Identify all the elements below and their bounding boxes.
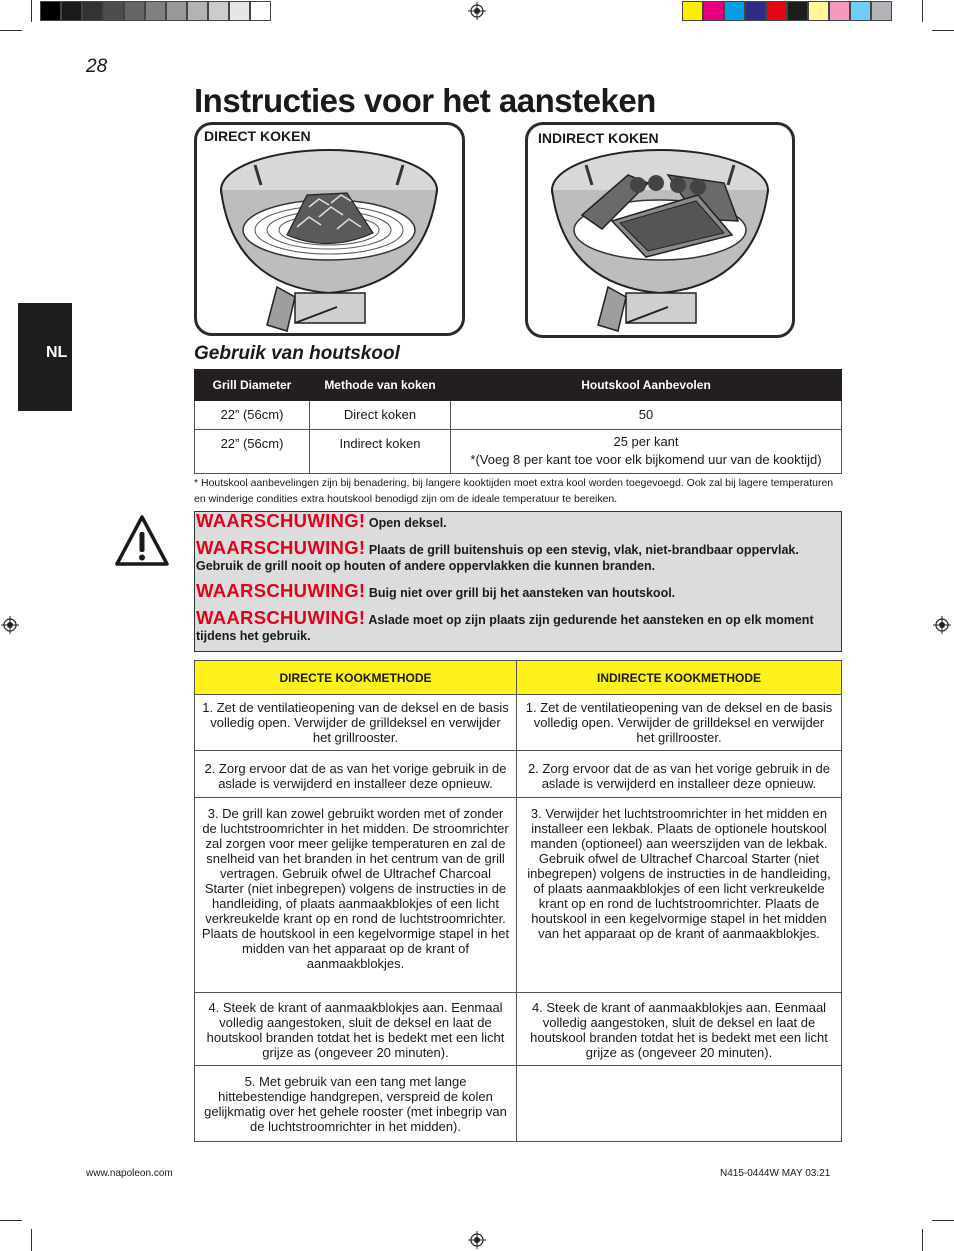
color-swatch	[745, 1, 766, 21]
indirect-cooking-illustration	[525, 122, 795, 338]
table-cell: 22” (56cm)	[195, 430, 310, 474]
crop-mark	[0, 1220, 22, 1221]
crop-mark	[0, 30, 22, 31]
warning-text: Plaats de grill buitenshuis op een stevig, vlak, niet-brandbaar oppervlak. Gebruik de grill nooit op houten of andere oppervlakken die kunnen branden.	[196, 543, 799, 573]
charcoal-footnote: * Houtskool aanbevelingen zijn bij benadering, bij langere kooktijden moet extra kool worden toegevoegd. Ook zal bij lagere temperaturen en winderige condities extra houtskool benodigd zijn om de ideale temperatuur te bereiken.	[194, 477, 834, 505]
table-cell: 50	[451, 401, 842, 430]
table-header-cell: Grill Diameter	[195, 370, 310, 401]
warning-triangle-icon	[114, 513, 170, 569]
table-cell	[451, 430, 842, 474]
crop-mark	[31, 0, 32, 22]
warning-item	[196, 537, 837, 574]
color-swatch	[145, 1, 166, 21]
table-row	[195, 751, 842, 798]
registration-mark-icon	[468, 1231, 486, 1249]
warning-label: WAARSCHUWING!	[196, 510, 366, 531]
panel-label-indirect: INDIRECT KOKEN	[538, 130, 659, 146]
color-swatch	[808, 1, 829, 21]
table-header-row	[195, 370, 842, 401]
crop-mark	[922, 0, 923, 22]
table-cell: 4. Steek de krant of aanmaakblokjes aan. Eenmaal volledig aangestoken, sluit de deksel en laat de houtskool branden totdat het is bedekt met een licht grijze as (ongeveer 20 minuten).	[517, 993, 842, 1066]
page-number: 28	[86, 56, 108, 77]
table-cell: 2. Zorg ervoor dat de as van het vorige gebruik in de aslade is verwijderd en installeer deze opnieuw.	[517, 751, 842, 798]
color-swatch	[250, 1, 271, 21]
grill-direct-icon	[197, 125, 462, 333]
color-swatch	[829, 1, 850, 21]
warning-text: Open deksel.	[368, 516, 447, 530]
color-swatch	[61, 1, 82, 21]
table-row	[195, 993, 842, 1066]
table-cell: 3. De grill kan zowel gebruikt worden met of zonder de luchtstroomrichter in het midden. De stroomrichter zal zorgen voor meer gelijke temperaturen en zal de snelheid van het branden in het centrum van de grill vertragen. Gebruik ofwel de Ultrachef Charcoal Starter (niet inbegrepen) volgens de instructies in de handleiding, of plaats aanmaakblokjes of een licht verkreukelde krant op en rond de luchtstroomrichter. Plaats de houtskool in een kegelvormige stapel in het midden van het apparaat op de krant of aanmaakblokjes.	[195, 798, 517, 993]
color-swatch	[850, 1, 871, 21]
table-cell: 22” (56cm)	[195, 401, 310, 430]
cooking-method-table	[194, 660, 842, 1142]
crop-mark	[932, 1220, 954, 1221]
color-swatch	[766, 1, 787, 21]
warning-box	[194, 511, 842, 652]
table-row	[195, 401, 842, 430]
color-swatch	[682, 1, 703, 21]
registration-mark-icon	[1, 616, 19, 634]
table-cell: Direct koken	[310, 401, 451, 430]
table-header-cell: Houtskool Aanbevolen	[451, 370, 842, 401]
color-swatch	[40, 1, 61, 21]
table-cell	[517, 1066, 842, 1142]
warning-label: WAARSCHUWING!	[196, 607, 366, 628]
table-cell: 1. Zet de ventilatieopening van de deksel en de basis volledig open. Verwijder de grilldeksel en verwijder het grillrooster.	[195, 695, 517, 751]
table-cell: 2. Zorg ervoor dat de as van het vorige gebruik in de aslade is verwijderd en installeer deze opnieuw.	[195, 751, 517, 798]
grill-indirect-icon	[528, 125, 792, 335]
table-header-row	[195, 661, 842, 695]
table-cell: 1. Zet de ventilatieopening van de deksel en de basis volledig open. Verwijder de grilldeksel en verwijder het grillrooster.	[517, 695, 842, 751]
warning-item	[196, 580, 837, 601]
table-cell: 3. Verwijder het luchtstroomrichter in het midden en installeer een lekbak. Plaats de optionele houtskool manden (optioneel) aan weerszijden van de lekbak. Gebruik ofwel de Ultrachef Charcoal Starter (niet inbegrepen) volgens de instructies in de handleiding, of plaats aanmaakblokjes of een licht verkreukelde krant op en rond de luchtstroomrichter. Plaats de houtskool in een kegelvormige stapel in het midden van het apparaat op de krant of aanmaakblokjes.	[517, 798, 842, 993]
direct-cooking-illustration	[194, 122, 465, 336]
warning-item	[196, 607, 837, 644]
color-swatch	[871, 1, 892, 21]
color-swatch	[724, 1, 745, 21]
footer-doc-code: N415-0444W MAY 03.21	[720, 1168, 831, 1179]
warning-text: Buig niet over grill bij het aansteken van houtskool.	[368, 586, 676, 600]
color-swatch	[103, 1, 124, 21]
charcoal-amount: 25 per kant	[613, 434, 679, 449]
warning-text: Aslade moet op zijn plaats zijn gedurende het aansteken en op elk moment tijdens het gebruik.	[196, 613, 814, 643]
table-header-cell: DIRECTE KOOKMETHODE	[195, 661, 517, 695]
color-swatch	[166, 1, 187, 21]
crop-mark	[932, 30, 954, 31]
color-swatch	[229, 1, 250, 21]
table-row	[195, 1066, 842, 1142]
warning-label: WAARSCHUWING!	[196, 537, 366, 558]
color-swatch	[208, 1, 229, 21]
table-header-cell: INDIRECTE KOOKMETHODE	[517, 661, 842, 695]
warning-item	[196, 510, 837, 531]
panel-label-direct: DIRECT KOKEN	[204, 128, 311, 144]
language-tab: NL	[18, 303, 72, 411]
table-cell: Indirect koken	[310, 430, 451, 474]
charcoal-amount-note: *(Voeg 8 per kant toe voor elk bijkomend uur van de kooktijd)	[470, 452, 822, 467]
color-swatch	[787, 1, 808, 21]
table-header-cell: Methode van koken	[310, 370, 451, 401]
crop-mark	[922, 1229, 923, 1251]
table-row	[195, 695, 842, 751]
color-swatch	[82, 1, 103, 21]
color-swatch	[703, 1, 724, 21]
crop-mark	[31, 1229, 32, 1251]
color-swatch	[187, 1, 208, 21]
footer-website: www.napoleon.com	[86, 1168, 173, 1179]
color-swatch	[124, 1, 145, 21]
section-heading-charcoal: Gebruik van houtskool	[194, 343, 400, 364]
table-row	[195, 798, 842, 993]
charcoal-table	[194, 369, 842, 474]
registration-mark-icon	[468, 2, 486, 20]
table-cell: 4. Steek de krant of aanmaakblokjes aan. Eenmaal volledig aangestoken, sluit de deksel en laat de houtskool branden totdat het is bedekt met een licht grijze as (ongeveer 20 minuten).	[195, 993, 517, 1066]
page-title: Instructies voor het aansteken	[194, 82, 656, 119]
registration-mark-icon	[933, 616, 951, 634]
table-row	[195, 430, 842, 474]
table-cell: 5. Met gebruik van een tang met lange hittebestendige handgrepen, verspreid de kolen gelijkmatig over het gehele rooster (met inbegrip van de luchtstroomrichter in het midden).	[195, 1066, 517, 1142]
warning-label: WAARSCHUWING!	[196, 580, 366, 601]
